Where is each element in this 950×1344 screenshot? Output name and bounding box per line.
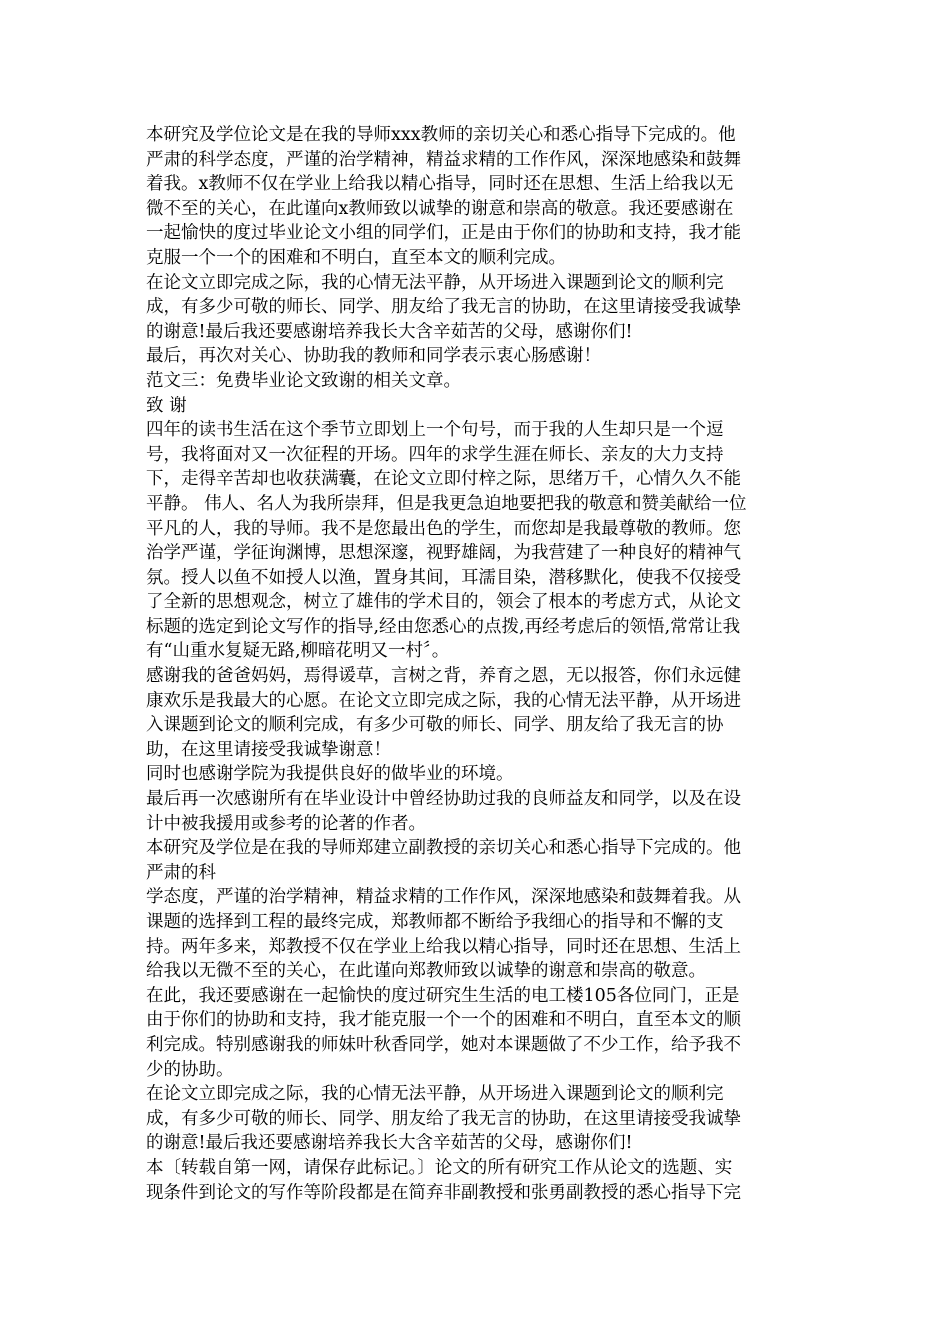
paragraph-college-thanks: 同时也感谢学院为我提供良好的做毕业的环境。 (146, 764, 514, 785)
paragraph-parents-thanks: 感谢我的爸爸妈妈，焉得谖草，言树之背，养育之恩，无以报答，你们永远健 康欢乐是我最大的心愿。在论文立即完成之际，我的心情无法平静，从开场进 入课题到论文的顺利完成，有多少可敬的师长、同学、朋友给了我无言的协 助，在这里请接受我诚挚谢意！ (146, 666, 741, 760)
document-body (146, 123, 806, 1205)
paragraph-associate-professor: 本研究及学位是在我的导师郑建立副教授的亲切关心和悉心指导下完成的。他 严肃的科 (146, 838, 741, 883)
paragraph-completion-thanks: 在论文立即完成之际，我的心情无法平静，从开场进入课题到论文的顺利完 成，有多少可敬的师长、同学、朋友给了我无言的协助，在这里请接受我诚挚 的谢意!最后我还要感谢培养我长大含辛茹苦的父母，感谢你们! (146, 272, 741, 342)
paragraph-friends-thanks: 最后再一次感谢所有在毕业设计中曾经协助过我的良师益友和同学，以及在设 计中被我援用或参考的论著的作者。 (146, 789, 741, 834)
paragraph-four-years: 四年的读书生活在这个季节立即划上一个句号，而于我的人生却只是一个逗 号，我将面对又一次征程的开场。四年的求学生涯在师长、亲友的大力支持 下，走得辛苦却也收获满囊，在论文立即付梓之际，思绪万千，心情久久不能 平静。 伟人、名人为我所崇拜，但是我更急迫地要把我的敬意和赞美献给一位 平凡的人，我的导师。我不是您最出色的学生，而您却是我最尊敬的教师。您 治学严谨，学征询渊博，思想深邃，视野雄阔，为我营建了一种良好的精神气 氛。授人以鱼不如授人以渔，置身其间，耳濡目染，潜移默化，使我不仅接受 了全新的思想观念，树立了雄伟的学术目的，领会了根本的考虑方式，从论文 标题的选定到论文写作的指导,经由您悉心的点拨,再经考虑后的领悟,常常让我 有“山重水复疑无路,柳暗花明又一村〞。 (146, 420, 747, 662)
section-heading-thanks: 致 谢 (146, 395, 187, 416)
paragraph-completion-thanks-repeat: 在论文立即完成之际，我的心情无法平静，从开场进入课题到论文的顺利完 成，有多少可敬的师长、同学、朋友给了我无言的协助，在这里请接受我诚挚 的谢意!最后我还要感谢培养我长大含辛茹苦的父母，感谢你们! (146, 1084, 741, 1154)
paragraph-sample-three-heading: 范文三：免费毕业论文致谢的相关文章。 (146, 370, 461, 391)
paragraph-lab-colleagues: 在此，我还要感谢在一起愉快的度过研究生生活的电工楼105各位同门，正是 由于你们的协助和支持，我才能克服一个一个的困难和不明白，直至本文的顺 利完成。特别感谢我的师妹叶秋香同学，她对本课题做了不少工作，给予我不 少的协助。 (146, 985, 741, 1080)
paragraph-final-thanks: 最后，再次对关心、协助我的教师和同学表示衷心肠感谢！ (146, 346, 601, 367)
paragraph-acknowledgement-advisor: 本研究及学位论文是在我的导师xxx教师的亲切关心和悉心指导下完成的。他 严肃的科学态度，严谨的治学精神，精益求精的工作作风，深深地感染和鼓舞 着我。x教师不仅在学业上给我以精心指导，同时还在思想、生活上给我以无 微不至的关心，在此谨向x教师致以诚挚的谢意和崇高的敬意。我还要感谢在 一起愉快的度过毕业论文小组的同学们，正是由于你们的协助和支持，我才能 克服一个一个的困难和不明白，直至本文的顺利完成。 (146, 125, 741, 268)
paragraph-academic-attitude: 学态度，严谨的治学精神，精益求精的工作作风，深深地感染和鼓舞着我。从 课题的选择到工程的最终完成，郑教师都不断给予我细心的指导和不懈的支 持。两年多来，郑教授不仅在学业上给我以精心指导，同时还在思想、生活上 给我以无微不至的关心，在此谨向郑教师致以诚挚的谢意和崇高的敬意。 (146, 887, 741, 982)
paragraph-research-work: 本〔转载自第一网，请保存此标记。〕论文的所有研究工作从论文的选题、实 现条件到论文的写作等阶段都是在简弃非副教授和张勇副教授的悉心指导下完 (146, 1157, 741, 1203)
